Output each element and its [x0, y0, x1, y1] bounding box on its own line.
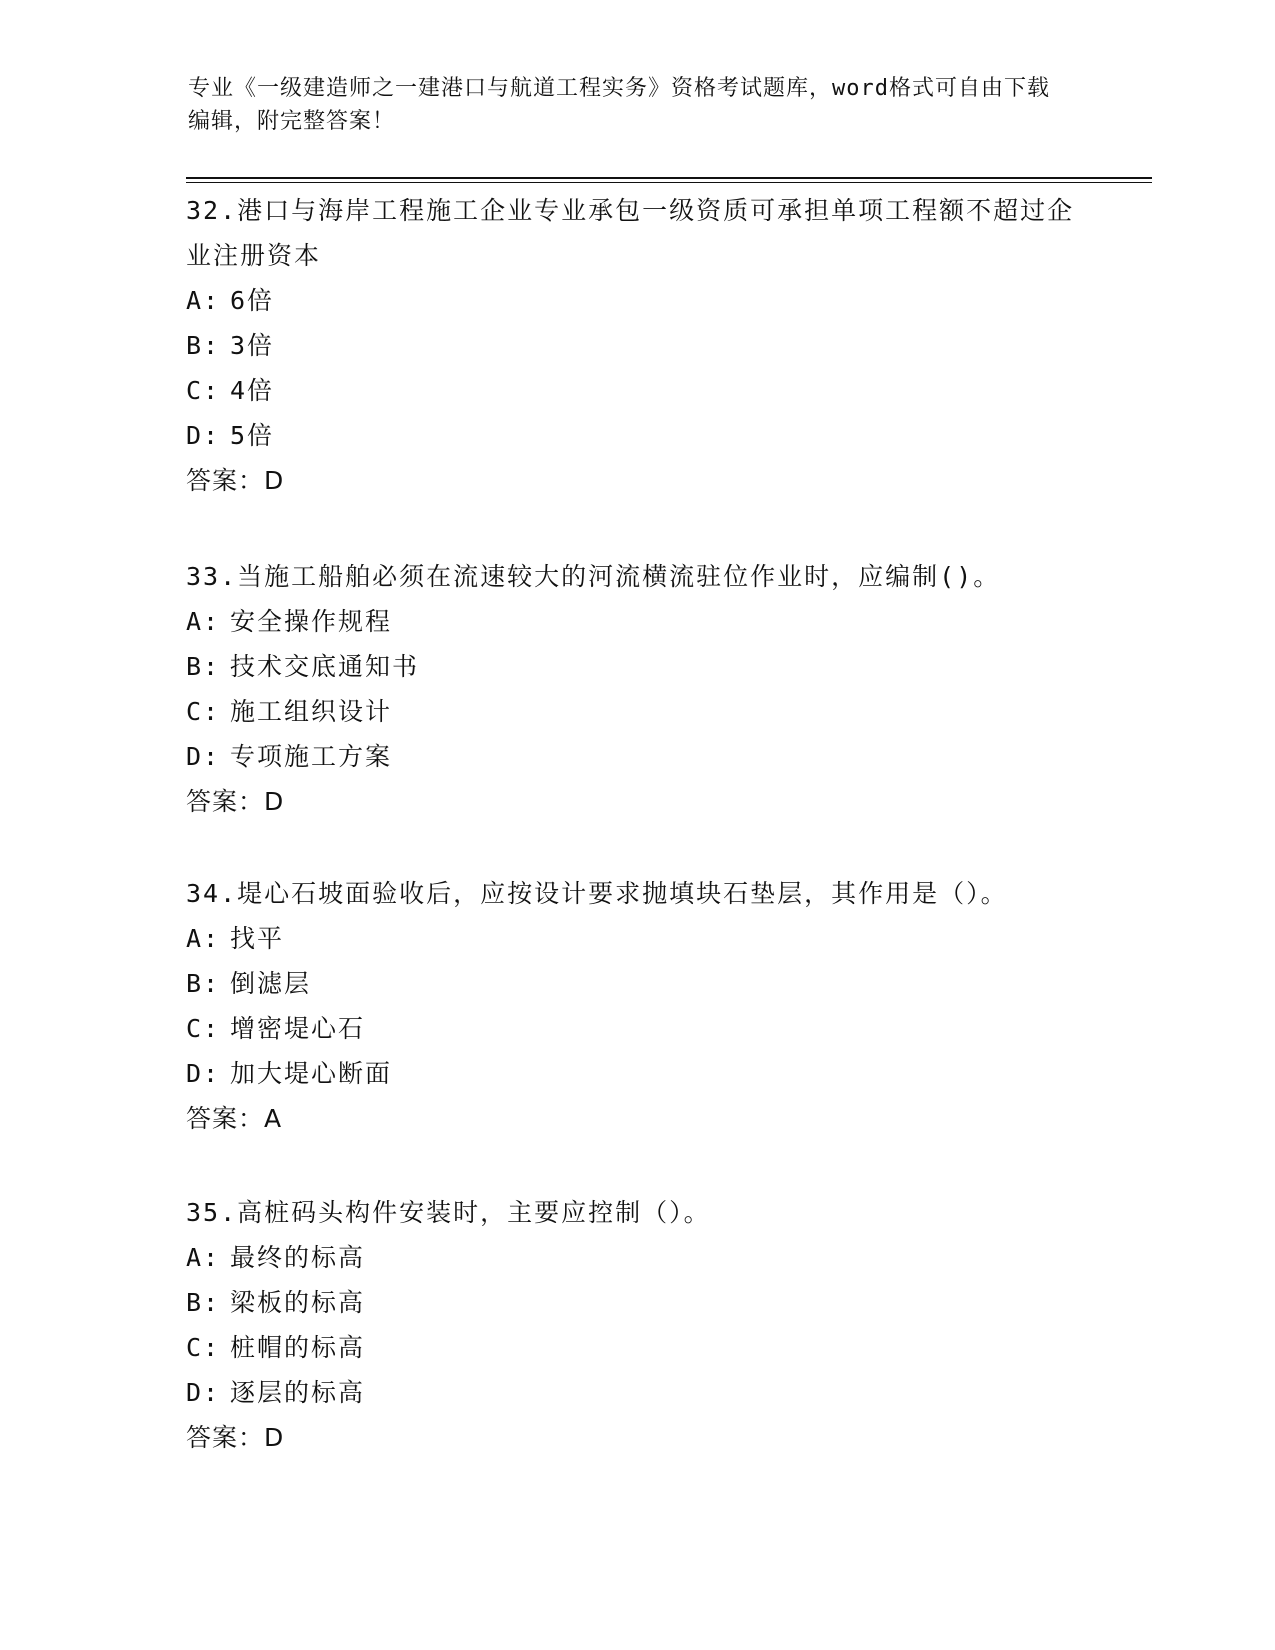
answer-line: 答案：D [186, 1423, 285, 1452]
option-a [186, 599, 1086, 644]
option-c [186, 689, 1086, 734]
option-letter: D: [186, 742, 221, 771]
question-35 [186, 1190, 1086, 1460]
question-stem: 35.高桩码头构件安装时，主要应控制（）。 [186, 1198, 711, 1227]
option-d [186, 1370, 1086, 1415]
option-letter: D: [186, 421, 221, 450]
option-text: 专项施工方案 [230, 742, 393, 771]
option-c [186, 368, 1086, 413]
option-a [186, 1235, 1086, 1280]
option-letter: B: [186, 969, 221, 998]
option-text: 3倍 [230, 331, 275, 360]
header-rule-thin [186, 182, 1152, 183]
question-34 [186, 871, 1086, 1141]
option-letter: C: [186, 1014, 221, 1043]
option-b [186, 961, 1086, 1006]
answer-line: 答案：D [186, 466, 285, 495]
option-letter: B: [186, 331, 221, 360]
option-text: 5倍 [230, 421, 275, 450]
answer-line: 答案：A [186, 1104, 283, 1133]
option-text: 找平 [230, 924, 285, 953]
option-d [186, 413, 1086, 458]
option-b [186, 323, 1086, 368]
option-text: 梁板的标高 [230, 1288, 366, 1317]
option-text: 技术交底通知书 [230, 652, 420, 681]
option-letter: A: [186, 1243, 221, 1272]
option-text: 最终的标高 [230, 1243, 366, 1272]
option-b [186, 1280, 1086, 1325]
option-text: 加大堤心断面 [230, 1059, 393, 1088]
question-stem: 33.当施工船舶必须在流速较大的河流横流驻位作业时，应编制()。 [186, 562, 1001, 591]
header-text: 专业《一级建造师之一建港口与航道工程实务》资格考试题库，word格式可自由下载编辑，附完整答案！ [188, 76, 1050, 134]
option-letter: D: [186, 1059, 221, 1088]
question-32 [186, 188, 1086, 503]
option-text: 增密堤心石 [230, 1014, 366, 1043]
option-b [186, 644, 1086, 689]
option-letter: A: [186, 924, 221, 953]
option-c [186, 1006, 1086, 1051]
option-text: 倒滤层 [230, 969, 312, 998]
question-stem: 34.堤心石坡面验收后，应按设计要求抛填块石垫层，其作用是（）。 [186, 879, 1008, 908]
option-a [186, 916, 1086, 961]
option-letter: C: [186, 697, 221, 726]
option-d [186, 734, 1086, 779]
option-text: 施工组织设计 [230, 697, 393, 726]
option-text: 逐层的标高 [230, 1378, 366, 1407]
option-text: 安全操作规程 [230, 607, 393, 636]
option-letter: C: [186, 376, 221, 405]
answer-line: 答案：D [186, 787, 285, 816]
option-letter: A: [186, 286, 221, 315]
option-letter: D: [186, 1378, 221, 1407]
option-text: 桩帽的标高 [230, 1333, 366, 1362]
option-letter: A: [186, 607, 221, 636]
option-letter: C: [186, 1333, 221, 1362]
question-stem: 32.港口与海岸工程施工企业专业承包一级资质可承担单项工程额不超过企业注册资本 [186, 196, 1075, 270]
option-a [186, 278, 1086, 323]
option-text: 6倍 [230, 286, 275, 315]
question-33 [186, 554, 1086, 824]
option-c [186, 1325, 1086, 1370]
option-text: 4倍 [230, 376, 275, 405]
header-rule-thick [186, 177, 1152, 179]
option-letter: B: [186, 652, 221, 681]
option-d [186, 1051, 1086, 1096]
option-letter: B: [186, 1288, 221, 1317]
document-header [188, 72, 1068, 138]
